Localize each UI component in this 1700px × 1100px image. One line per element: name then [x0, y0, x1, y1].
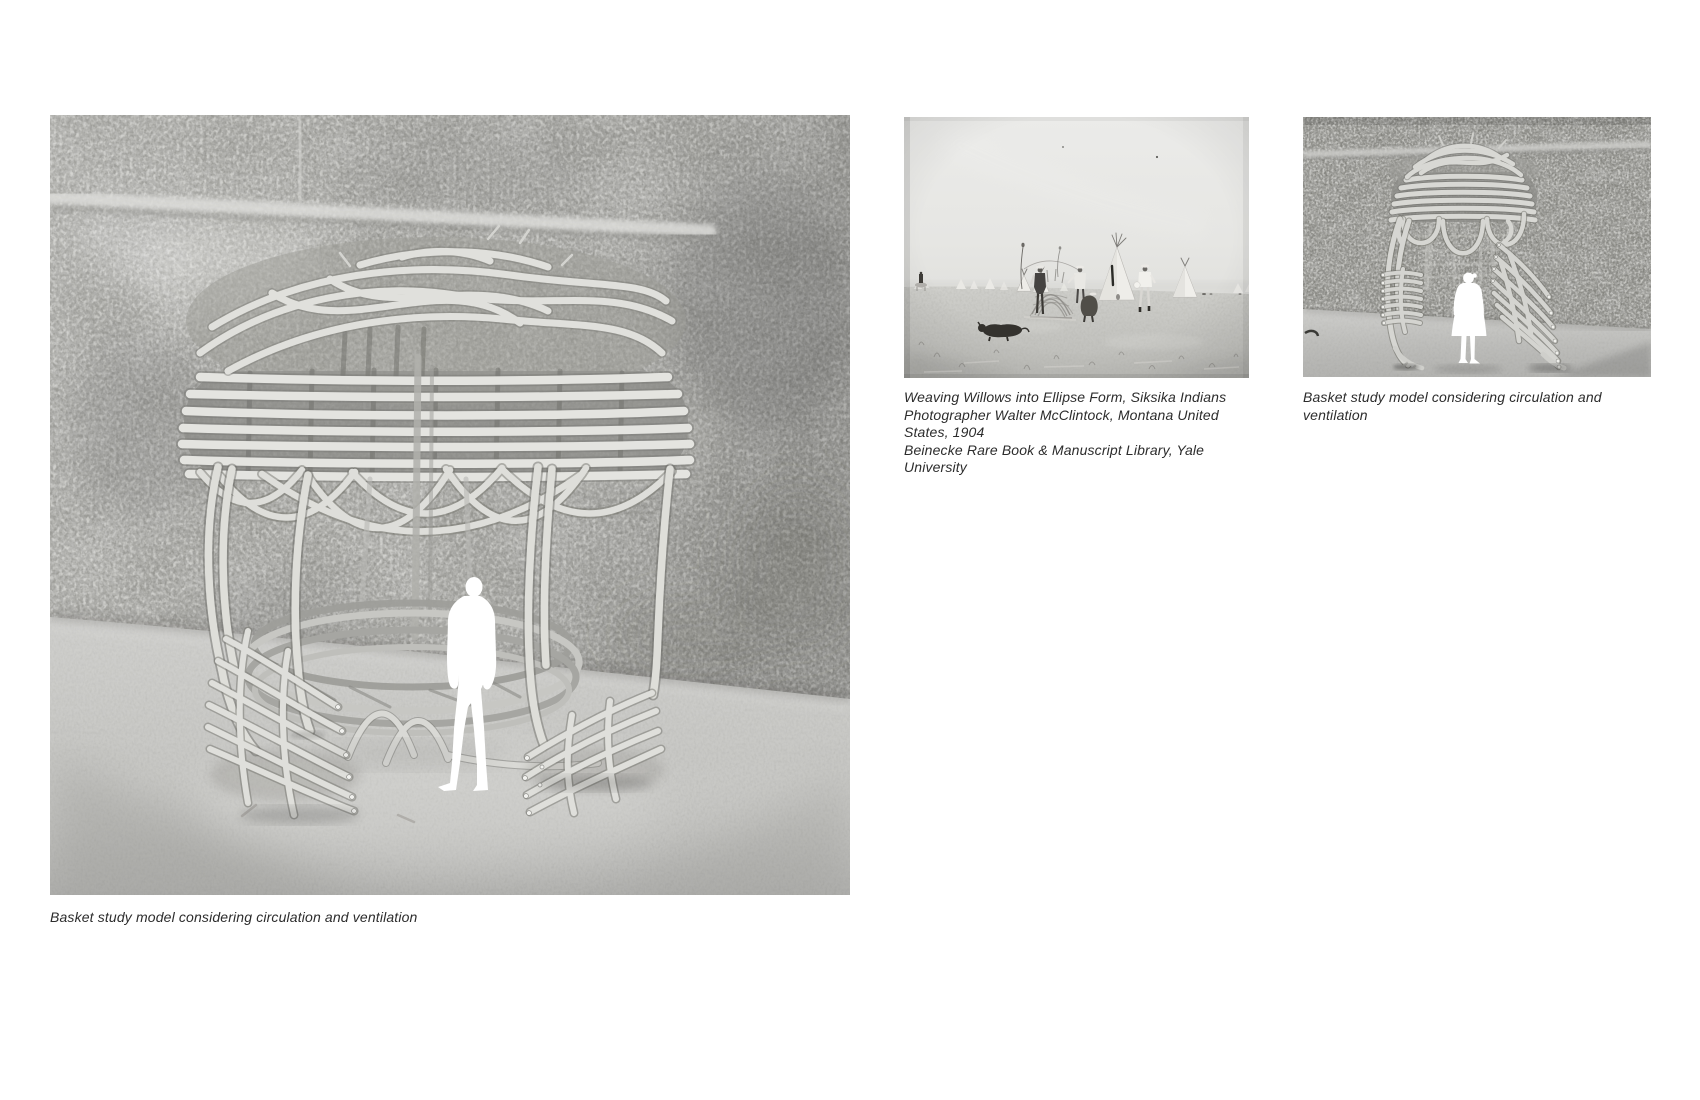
caption-line: ventilation [1303, 406, 1368, 423]
caption-line: States, 1904 [904, 424, 985, 440]
photo-weaving-willows [904, 117, 1249, 378]
caption-line: Photographer Walter McClintock, Montana United [904, 406, 1219, 423]
caption-line: University [904, 459, 967, 475]
basket-model-large-photo [50, 115, 850, 895]
figure-basket-model-small [1303, 117, 1651, 424]
figure-weaving-willows [904, 117, 1249, 477]
caption-basket-model-large [50, 909, 850, 927]
caption-basket-model-small [1303, 389, 1651, 424]
caption-line: Weaving Willows into Ellipse Form, Siksika Indians [904, 389, 1227, 405]
photo-vignette [904, 117, 1249, 378]
photo-basket-study-model-small [1303, 117, 1651, 377]
caption-weaving-willows [904, 389, 1249, 477]
weaving-willows-photo [904, 117, 1249, 378]
basket-model-small-photo [1303, 117, 1651, 377]
photo-basket-study-model-large [50, 115, 850, 895]
figure-basket-model-large [50, 115, 850, 927]
caption-line: Beinecke Rare Book & Manuscript Library, Yale [904, 441, 1205, 458]
caption-text: Basket study model considering circulation and ventilation [50, 909, 418, 925]
caption-line: Basket study model considering circulation and [1303, 389, 1602, 405]
